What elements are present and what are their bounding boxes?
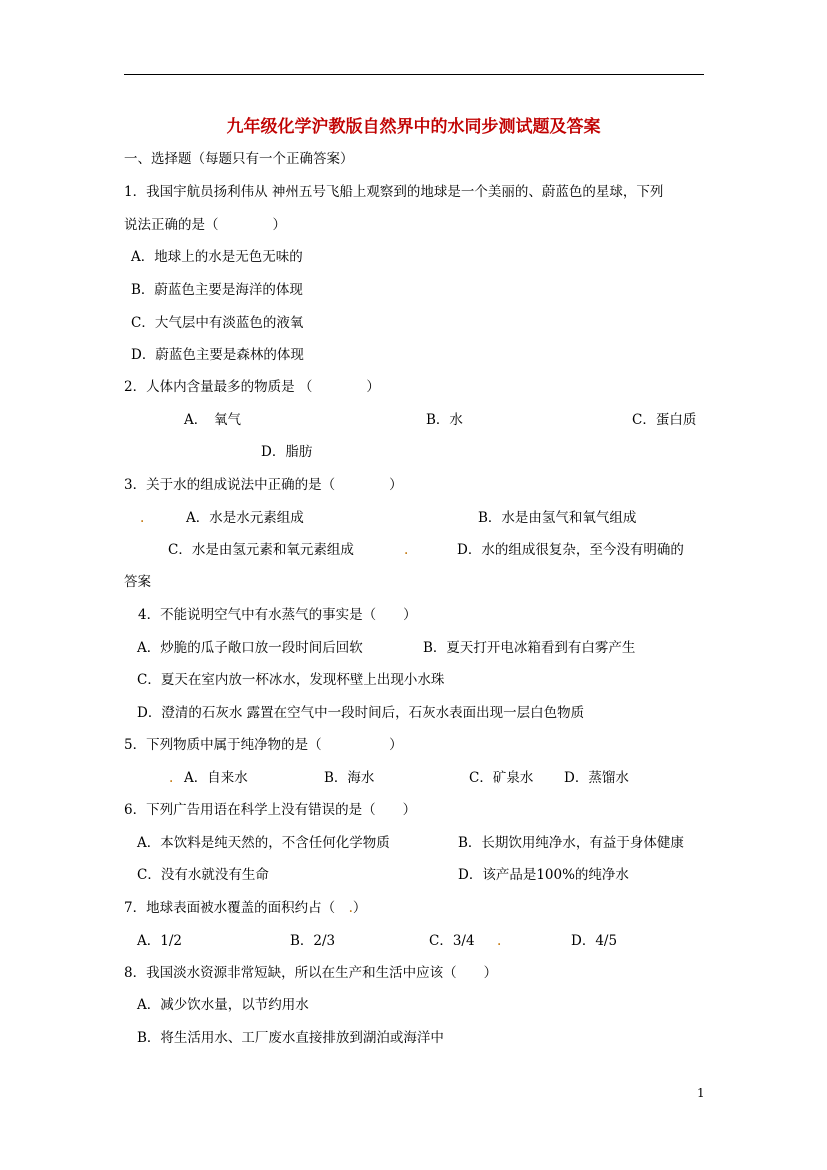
q2-stem: 2．人体内含量最多的物质是 （ ） bbox=[124, 379, 380, 395]
q5-option-b: B．海水 bbox=[324, 770, 375, 786]
q6-option-b: B．长期饮用纯净水，有益于身体健康 bbox=[458, 835, 684, 851]
q1-option-a: A．地球上的水是无色无味的 bbox=[131, 249, 303, 265]
section-heading: 一、选择题（每题只有一个正确答案） bbox=[124, 151, 354, 167]
q4-stem: 4．不能说明空气中有水蒸气的事实是（ ） bbox=[138, 607, 417, 623]
q1-stem-line2: 说法正确的是（ ） bbox=[124, 217, 286, 233]
q3-dot-mark-1: . bbox=[140, 510, 145, 526]
q3-dot-mark-2: . bbox=[404, 542, 409, 558]
q2-option-b: B．水 bbox=[426, 412, 463, 428]
q5-stem: 5．下列物质中属于纯净物的是（ ） bbox=[124, 737, 403, 753]
q7-stem-dot: . bbox=[348, 900, 353, 916]
header-rule bbox=[124, 74, 704, 75]
page-number: 1 bbox=[697, 1086, 705, 1100]
q6-option-a: A．本饮料是纯天然的，不含任何化学物质 bbox=[137, 835, 390, 851]
q7-option-a: A．1/2 bbox=[137, 933, 182, 949]
q2-option-a: A． 氧气 bbox=[184, 412, 241, 428]
q7-option-b: B．2/3 bbox=[290, 933, 336, 949]
q1-stem-line1: 1．我国宇航员扬利伟从 神州五号飞船上观察到的地球是一个美丽的、蔚蓝色的星球，下列 bbox=[124, 184, 664, 200]
q4-option-b: B．夏天打开电冰箱看到有白雾产生 bbox=[423, 640, 636, 656]
q7-option-c: C．3/4 bbox=[429, 933, 475, 949]
q8-stem: 8．我国淡水资源非常短缺，所以在生产和生活中应该（ ） bbox=[124, 965, 498, 981]
q3-stem: 3．关于水的组成说法中正确的是（ ） bbox=[124, 477, 403, 493]
q7-option-d: D．4/5 bbox=[571, 933, 618, 949]
q1-option-d: D．蔚蓝色主要是森林的体现 bbox=[131, 347, 304, 363]
q6-stem: 6．下列广告用语在科学上没有错误的是（ ） bbox=[124, 802, 417, 818]
q1-option-c: C．大气层中有淡蓝色的液氧 bbox=[131, 315, 304, 331]
q3-option-b: B．水是由氢气和氧气组成 bbox=[478, 510, 637, 526]
document-title: 九年级化学沪教版自然界中的水同步测试题及答案 bbox=[226, 117, 601, 137]
q4-option-c: C．夏天在室内放一杯冰水，发现杯壁上出现小水珠 bbox=[137, 672, 445, 688]
q6-option-d: D．该产品是100%的纯净水 bbox=[458, 867, 629, 883]
q8-option-b: B．将生活用水、工厂废水直接排放到湖泊或海洋中 bbox=[137, 1030, 444, 1046]
q2-option-d: D．脂肪 bbox=[261, 444, 313, 460]
q5-dot-mark: . bbox=[169, 770, 174, 786]
q1-option-b: B．蔚蓝色主要是海洋的体现 bbox=[131, 282, 303, 298]
q4-option-d: D．澄清的石灰水 露置在空气中一段时间后，石灰水表面出现一层白色物质 bbox=[137, 705, 585, 721]
q5-option-c: C．矿泉水 bbox=[469, 770, 534, 786]
q7-stem bbox=[124, 899, 366, 917]
q5-option-d: D．蒸馏水 bbox=[564, 770, 629, 786]
q7-dot-mark: . bbox=[497, 933, 502, 949]
q3-option-c: C．水是由氢元素和氧元素组成 bbox=[168, 542, 354, 558]
q2-option-c: C．蛋白质 bbox=[632, 412, 697, 428]
q3-option-d: D．水的组成很复杂，至今没有明确的 bbox=[457, 542, 684, 558]
q5-option-a: A．自来水 bbox=[184, 770, 248, 786]
q7-stem-close: ） bbox=[352, 900, 367, 916]
q7-stem-text: 7．地球表面被水覆盖的面积约占（ bbox=[124, 900, 349, 916]
q4-option-a: A．炒脆的瓜子敞口放一段时间后回软 bbox=[137, 640, 363, 656]
q3-option-d-continued: 答案 bbox=[124, 574, 151, 590]
q6-option-c: C．没有水就没有生命 bbox=[137, 867, 269, 883]
q3-option-a: A．水是水元素组成 bbox=[186, 510, 304, 526]
q8-option-a: A．减少饮水量，以节约用水 bbox=[137, 997, 309, 1013]
